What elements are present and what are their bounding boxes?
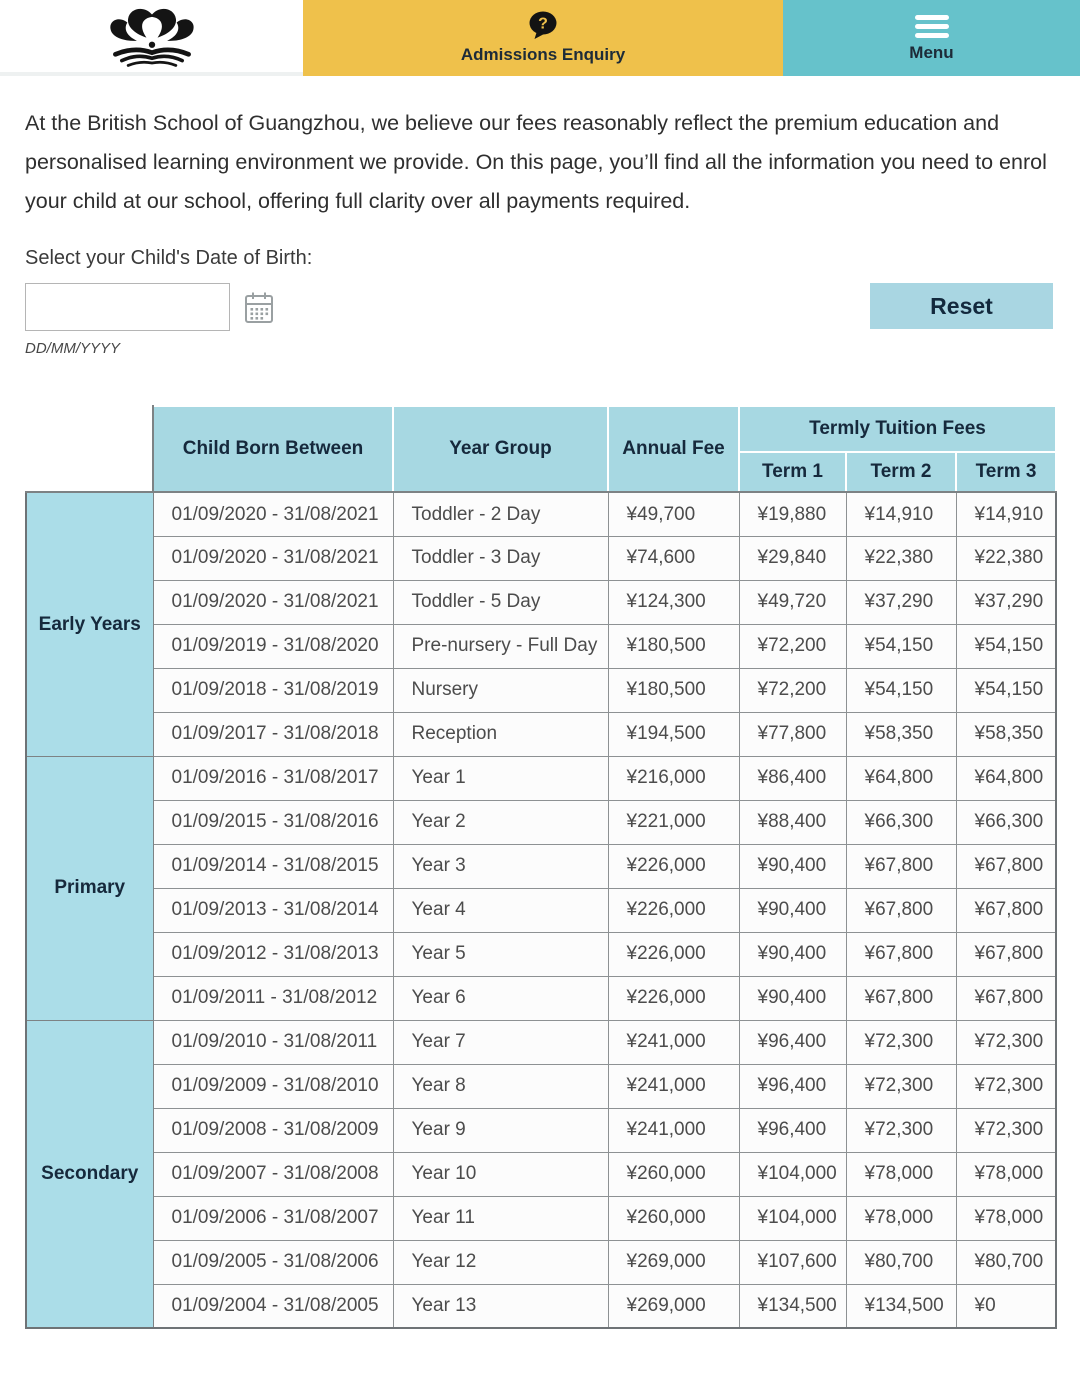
cell-born: 01/09/2018 - 31/08/2019	[153, 668, 393, 712]
cell-annual-fee: ¥180,500	[608, 624, 739, 668]
cell-annual-fee: ¥226,000	[608, 844, 739, 888]
cell-born: 01/09/2020 - 31/08/2021	[153, 536, 393, 580]
table-row	[26, 624, 1056, 668]
cell-term2: ¥54,150	[846, 624, 956, 668]
cell-term2: ¥64,800	[846, 756, 956, 800]
table-row	[26, 712, 1056, 756]
cell-term1: ¥90,400	[739, 976, 846, 1020]
cell-year-group: Year 3	[393, 844, 608, 888]
reset-button[interactable]: Reset	[870, 283, 1053, 329]
table-row	[26, 844, 1056, 888]
cell-born: 01/09/2012 - 31/08/2013	[153, 932, 393, 976]
header-term-3: Term 3	[956, 452, 1056, 492]
cell-term3: ¥67,800	[956, 932, 1056, 976]
cell-term2: ¥72,300	[846, 1108, 956, 1152]
cell-born: 01/09/2005 - 31/08/2006	[153, 1240, 393, 1284]
cell-year-group: Year 13	[393, 1284, 608, 1328]
cell-term3: ¥14,910	[956, 492, 1056, 536]
cell-term1: ¥90,400	[739, 844, 846, 888]
cell-year-group: Nursery	[393, 668, 608, 712]
cell-annual-fee: ¥241,000	[608, 1064, 739, 1108]
table-row	[26, 1020, 1056, 1064]
cell-year-group: Pre-nursery - Full Day	[393, 624, 608, 668]
table-row	[26, 1284, 1056, 1328]
cell-term1: ¥134,500	[739, 1284, 846, 1328]
cell-annual-fee: ¥74,600	[608, 536, 739, 580]
cell-term3: ¥67,800	[956, 844, 1056, 888]
cell-born: 01/09/2004 - 31/08/2005	[153, 1284, 393, 1328]
cell-term1: ¥107,600	[739, 1240, 846, 1284]
cell-term2: ¥66,300	[846, 800, 956, 844]
dob-format-hint: DD/MM/YYYY	[25, 340, 121, 358]
cell-year-group: Year 10	[393, 1152, 608, 1196]
table-row	[26, 536, 1056, 580]
cell-born: 01/09/2006 - 31/08/2007	[153, 1196, 393, 1240]
cell-annual-fee: ¥241,000	[608, 1020, 739, 1064]
cell-annual-fee: ¥241,000	[608, 1108, 739, 1152]
cell-term1: ¥96,400	[739, 1064, 846, 1108]
cell-term2: ¥58,350	[846, 712, 956, 756]
table-row	[26, 580, 1056, 624]
table-row	[26, 1240, 1056, 1284]
cell-annual-fee: ¥260,000	[608, 1152, 739, 1196]
table-row	[26, 668, 1056, 712]
group-label-primary: Primary	[26, 756, 153, 1020]
cell-year-group: Year 6	[393, 976, 608, 1020]
admissions-enquiry-label: Admissions Enquiry	[460, 45, 626, 64]
question-bubble-icon	[528, 11, 558, 40]
cell-born: 01/09/2016 - 31/08/2017	[153, 756, 393, 800]
table-row	[26, 888, 1056, 932]
table-row	[26, 800, 1056, 844]
school-logo[interactable]	[0, 0, 303, 72]
cell-term3: ¥80,700	[956, 1240, 1056, 1284]
cell-year-group: Toddler - 2 Day	[393, 492, 608, 536]
cell-term1: ¥77,800	[739, 712, 846, 756]
svg-text:?: ?	[538, 15, 548, 33]
cell-year-group: Year 8	[393, 1064, 608, 1108]
top-header	[0, 0, 1080, 76]
header-year-group: Year Group	[393, 406, 608, 492]
cell-term1: ¥72,200	[739, 624, 846, 668]
cell-born: 01/09/2014 - 31/08/2015	[153, 844, 393, 888]
cell-year-group: Year 7	[393, 1020, 608, 1064]
cell-born: 01/09/2009 - 31/08/2010	[153, 1064, 393, 1108]
cell-year-group: Year 5	[393, 932, 608, 976]
cell-annual-fee: ¥221,000	[608, 800, 739, 844]
cell-born: 01/09/2020 - 31/08/2021	[153, 580, 393, 624]
menu-button[interactable]	[783, 0, 1080, 76]
cell-annual-fee: ¥226,000	[608, 888, 739, 932]
header-annual-fee: Annual Fee	[608, 406, 739, 492]
cell-term2: ¥54,150	[846, 668, 956, 712]
cell-term1: ¥19,880	[739, 492, 846, 536]
header-termly-tuition-fees: Termly Tuition Fees	[739, 406, 1056, 452]
group-label-early-years: Early Years	[26, 492, 153, 756]
cell-annual-fee: ¥269,000	[608, 1284, 739, 1328]
cell-term3: ¥37,290	[956, 580, 1056, 624]
cell-born: 01/09/2008 - 31/08/2009	[153, 1108, 393, 1152]
cell-term3: ¥67,800	[956, 976, 1056, 1020]
cell-term3: ¥66,300	[956, 800, 1056, 844]
cell-term3: ¥64,800	[956, 756, 1056, 800]
cell-term3: ¥67,800	[956, 888, 1056, 932]
cell-annual-fee: ¥216,000	[608, 756, 739, 800]
cell-term3: ¥58,350	[956, 712, 1056, 756]
cell-term2: ¥37,290	[846, 580, 956, 624]
corner-cell	[26, 406, 153, 492]
cell-born: 01/09/2007 - 31/08/2008	[153, 1152, 393, 1196]
table-row	[26, 756, 1056, 800]
cell-year-group: Year 9	[393, 1108, 608, 1152]
group-label-secondary: Secondary	[26, 1020, 153, 1328]
cell-born: 01/09/2015 - 31/08/2016	[153, 800, 393, 844]
cell-annual-fee: ¥194,500	[608, 712, 739, 756]
cell-term1: ¥72,200	[739, 668, 846, 712]
cell-term1: ¥104,000	[739, 1152, 846, 1196]
cell-year-group: Toddler - 3 Day	[393, 536, 608, 580]
cell-term1: ¥96,400	[739, 1108, 846, 1152]
cell-born: 01/09/2019 - 31/08/2020	[153, 624, 393, 668]
cell-term3: ¥78,000	[956, 1152, 1056, 1196]
cell-annual-fee: ¥269,000	[608, 1240, 739, 1284]
cell-annual-fee: ¥260,000	[608, 1196, 739, 1240]
cell-term1: ¥29,840	[739, 536, 846, 580]
cell-term2: ¥78,000	[846, 1196, 956, 1240]
cell-term2: ¥134,500	[846, 1284, 956, 1328]
cell-term3: ¥72,300	[956, 1064, 1056, 1108]
table-row	[26, 1196, 1056, 1240]
table-row	[26, 976, 1056, 1020]
cell-term2: ¥67,800	[846, 932, 956, 976]
cell-term1: ¥88,400	[739, 800, 846, 844]
dob-input[interactable]	[25, 283, 230, 331]
table-row	[26, 1108, 1056, 1152]
cell-born: 01/09/2010 - 31/08/2011	[153, 1020, 393, 1064]
cell-term2: ¥67,800	[846, 844, 956, 888]
cell-term1: ¥90,400	[739, 888, 846, 932]
cell-born: 01/09/2013 - 31/08/2014	[153, 888, 393, 932]
fees-table-body	[26, 492, 1056, 1328]
cell-term2: ¥72,300	[846, 1020, 956, 1064]
cell-term3: ¥78,000	[956, 1196, 1056, 1240]
cell-annual-fee: ¥124,300	[608, 580, 739, 624]
cell-year-group: Year 12	[393, 1240, 608, 1284]
cell-term2: ¥67,800	[846, 976, 956, 1020]
cell-term2: ¥78,000	[846, 1152, 956, 1196]
cell-term3: ¥54,150	[956, 668, 1056, 712]
cell-term1: ¥90,400	[739, 932, 846, 976]
cell-born: 01/09/2011 - 31/08/2012	[153, 976, 393, 1020]
tuition-fees-table	[25, 405, 1057, 1329]
cell-term1: ¥49,720	[739, 580, 846, 624]
cell-term3: ¥72,300	[956, 1020, 1056, 1064]
cell-born: 01/09/2017 - 31/08/2018	[153, 712, 393, 756]
table-row	[26, 492, 1056, 536]
cell-term2: ¥67,800	[846, 888, 956, 932]
intro-paragraph: At the British School of Guangzhou, we believe our fees reasonably reflect the premium education and personalised learning environment we provide. On this page, you’ll find all the information you need to enrol your child at our school, offering full clarity over all payments required.	[25, 111, 1047, 214]
dob-section	[25, 247, 1053, 357]
header-term-2: Term 2	[846, 452, 956, 492]
hamburger-icon	[915, 13, 949, 38]
cell-term2: ¥14,910	[846, 492, 956, 536]
table-row	[26, 1064, 1056, 1108]
cell-term3: ¥54,150	[956, 624, 1056, 668]
cell-term2: ¥22,380	[846, 536, 956, 580]
header-term-1: Term 1	[739, 452, 846, 492]
cell-annual-fee: ¥226,000	[608, 976, 739, 1020]
cell-term2: ¥80,700	[846, 1240, 956, 1284]
cell-annual-fee: ¥226,000	[608, 932, 739, 976]
cell-year-group: Toddler - 5 Day	[393, 580, 608, 624]
cell-term1: ¥104,000	[739, 1196, 846, 1240]
cell-term1: ¥86,400	[739, 756, 846, 800]
cell-annual-fee: ¥180,500	[608, 668, 739, 712]
header-child-born-between: Child Born Between	[153, 406, 393, 492]
cell-term3: ¥72,300	[956, 1108, 1056, 1152]
menu-label: Menu	[909, 43, 954, 62]
cell-year-group: Year 2	[393, 800, 608, 844]
cell-year-group: Year 1	[393, 756, 608, 800]
cell-year-group: Year 11	[393, 1196, 608, 1240]
table-row	[26, 1152, 1056, 1196]
admissions-enquiry-button[interactable]	[303, 0, 783, 76]
dob-label: Select your Child's Date of Birth:	[25, 247, 313, 270]
calendar-icon[interactable]	[244, 291, 274, 324]
school-logo-icon	[103, 5, 201, 67]
cell-born: 01/09/2020 - 31/08/2021	[153, 492, 393, 536]
table-row	[26, 932, 1056, 976]
cell-term1: ¥96,400	[739, 1020, 846, 1064]
cell-annual-fee: ¥49,700	[608, 492, 739, 536]
cell-term3: ¥0	[956, 1284, 1056, 1328]
cell-term3: ¥22,380	[956, 536, 1056, 580]
cell-year-group: Year 4	[393, 888, 608, 932]
cell-year-group: Reception	[393, 712, 608, 756]
cell-term2: ¥72,300	[846, 1064, 956, 1108]
